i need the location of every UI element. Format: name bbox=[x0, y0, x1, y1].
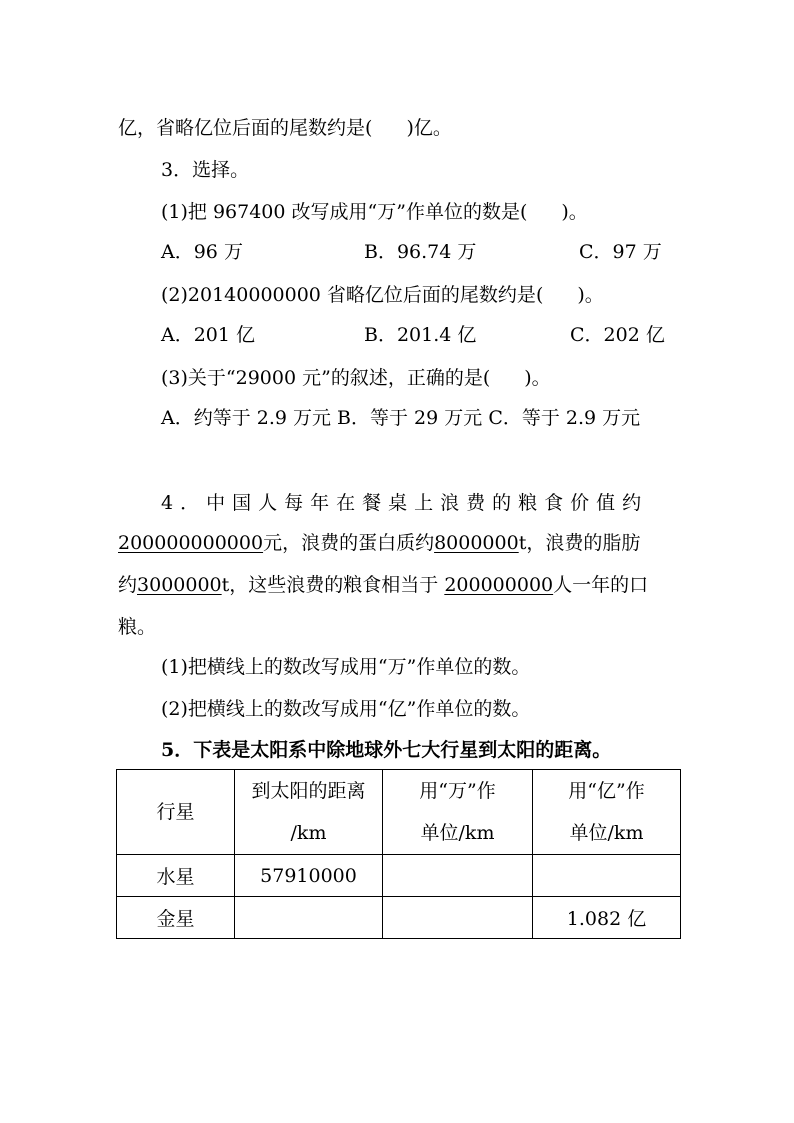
table-row bbox=[117, 855, 681, 897]
options-row[interactable]: A．约等于 2.9 万元 B．等于 29 万元 C．等于 2.9 万元 bbox=[161, 407, 641, 429]
option-b[interactable]: B．96.74 万 bbox=[364, 241, 477, 263]
question-4-line-4: 粮。 bbox=[118, 616, 157, 638]
header-yi-unit: 用“亿”作 单位/km bbox=[533, 770, 681, 855]
cell-wan-answer[interactable] bbox=[383, 897, 533, 939]
option-c[interactable]: C．202 亿 bbox=[570, 324, 665, 346]
question-4-line-1: 4．中国人每年在餐桌上浪费的粮食价值约 bbox=[161, 492, 649, 514]
question-4-line-3: 约3000000t，这些浪费的粮食相当于 200000000人一年的口 bbox=[118, 574, 649, 596]
header-wan-unit: 用“万”作 单位/km bbox=[383, 770, 533, 855]
option-c[interactable]: C．97 万 bbox=[579, 241, 662, 263]
underlined-number: 3000000 bbox=[137, 574, 222, 596]
question-4-1: (1)把横线上的数改写成用“万”作单位的数。 bbox=[161, 656, 531, 678]
question-5-title: 5．下表是太阳系中除地球外七大行星到太阳的距离。 bbox=[161, 739, 612, 761]
underlined-number: 200000000 bbox=[444, 574, 554, 596]
question-3-title: 3．选择。 bbox=[161, 159, 250, 181]
planet-distance-table bbox=[116, 769, 681, 939]
question-4-line-2: 200000000000元，浪费的蛋白质约8000000t，浪费的脂肪 bbox=[118, 532, 641, 554]
question-3-1: (1)把 967400 改写成用“万”作单位的数是( )。 bbox=[161, 201, 588, 223]
option-b[interactable]: B．201.4 亿 bbox=[364, 324, 477, 346]
table-header-row bbox=[117, 770, 681, 855]
cell-distance-answer[interactable] bbox=[235, 897, 383, 939]
option-a[interactable]: A．201 亿 bbox=[161, 324, 256, 346]
cell-planet: 金星 bbox=[117, 897, 235, 939]
cell-yi: 1.082 亿 bbox=[533, 897, 681, 939]
line-1: 亿，省略亿位后面的尾数约是( )亿。 bbox=[118, 117, 452, 139]
table-row bbox=[117, 897, 681, 939]
cell-wan-answer[interactable] bbox=[383, 855, 533, 897]
header-planet: 行星 bbox=[117, 770, 235, 855]
option-a[interactable]: A．96 万 bbox=[161, 241, 243, 263]
cell-planet: 水星 bbox=[117, 855, 235, 897]
question-3-3: (3)关于“29000 元”的叙述，正确的是( )。 bbox=[161, 367, 551, 389]
header-distance: 到太阳的距离 /km bbox=[235, 770, 383, 855]
underlined-number: 200000000000 bbox=[118, 532, 264, 554]
cell-yi-answer[interactable] bbox=[533, 855, 681, 897]
underlined-number: 8000000 bbox=[434, 532, 519, 554]
cell-distance: 57910000 bbox=[235, 855, 383, 897]
question-4-2: (2)把横线上的数改写成用“亿”作单位的数。 bbox=[161, 698, 531, 720]
question-3-2: (2)20140000000 省略亿位后面的尾数约是( )。 bbox=[161, 284, 604, 306]
